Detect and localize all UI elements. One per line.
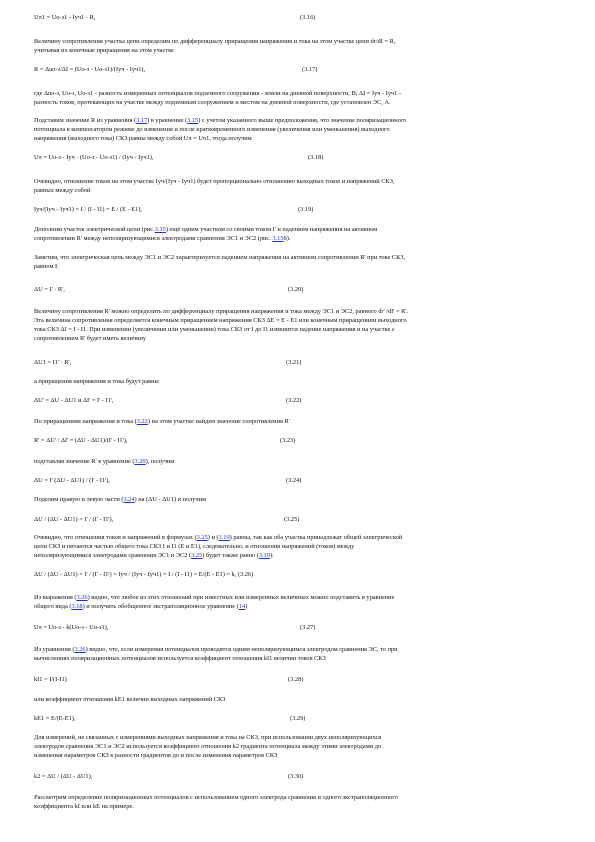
text-run: Подставим значение R из уравнения ( (34, 117, 137, 124)
text-run: Заметим, что электрическая цепь между ЭС1 и ЭС2 характеризуется падением напряжения на активном сопротивлении R' при токе СКЗ, (34, 254, 406, 261)
text-line (34, 126, 562, 135)
text-line (34, 187, 562, 196)
text-run: сопротивлением R' будет иметь величину (34, 335, 147, 342)
reference-link[interactable]: 3.24 (123, 496, 135, 503)
text-line (34, 418, 562, 427)
text-line (34, 335, 562, 344)
text-line (34, 743, 562, 752)
text-run: ) ещё одним участком со своими током I' и падением напряжения на активном (165, 226, 378, 233)
text-run: тока СКЗ ΔI = I - I1. При изменении (увеличении или уменьшении) тока СКЗ от I до I1 изменится падение напряжения и на участке с (34, 326, 395, 333)
text-line (34, 38, 562, 47)
text-line (34, 308, 562, 317)
text-line (34, 14, 562, 23)
text-run: ) видно, что любое из этих отношений при известных или измеренных величинах можно подставить в уравнение (87, 594, 395, 601)
reference-link[interactable]: 3.15 (187, 117, 199, 124)
reference-link[interactable]: 3.15 (154, 226, 166, 233)
text-line (34, 90, 562, 99)
text-run: ), получим (145, 458, 175, 465)
text-run: По приращениям напряжения и тока ( (34, 418, 137, 425)
text-run: Iуч/(Iуч - Iуч1) = I / (I - I1) = E / (E - E1), (34, 206, 143, 213)
text-run: ) на (ΔU - ΔU1) и получим (134, 496, 207, 503)
text-run: б). (283, 235, 291, 242)
text-run: R' = ΔU' / ΔI' = (ΔU - ΔU1)/(I' - I1'), (34, 437, 128, 444)
text-run: где Δuо-з, Uо-з, Uо-з1 - разность измеренных потенциалов подземного сооружения - земли на дневной поверхности, B; ΔI = Iуч - Iуч1 - (34, 90, 402, 97)
text-run: ) в уравнение ( (147, 117, 188, 124)
reference-link[interactable]: 14 (238, 603, 246, 610)
reference-link[interactable]: 3.18 (71, 603, 83, 610)
text-line (34, 552, 562, 561)
text-run: Uπ1 = Uo-з1 - Iуч1 · R, (34, 14, 96, 21)
text-line (34, 117, 562, 126)
text-line (34, 594, 562, 603)
text-run: ΔU = I' · R', (34, 286, 65, 293)
text-line (34, 154, 562, 163)
equation-number: (3.27) (300, 624, 316, 631)
text-line (34, 624, 562, 633)
text-line (34, 734, 562, 743)
text-line (34, 437, 562, 446)
text-run: ΔU / (ΔU - ΔU1) = I' / (I' - I1') = Iуч / (Iуч - Iуч1) = I / (I - I1) = E/(E - E1) = k, (3.26) (34, 571, 254, 578)
text-run: ΔU / (ΔU - ΔU1) = I' / (I' - I1'), (34, 516, 114, 523)
text-line (34, 326, 562, 335)
reference-link[interactable]: 3.26 (76, 594, 88, 601)
text-run: k2 = ΔU / (ΔU - ΔU1), (34, 773, 93, 780)
text-run: электродов сравнения ЭС1 и ЭС2 используется коэффициент отношения k2 градиента потенциала между этими электродами до (34, 743, 382, 750)
text-line (34, 655, 562, 664)
text-run: ) с учетом указанного выше предположения, что значение поляризационного (198, 117, 407, 124)
text-line (34, 235, 562, 244)
text-run: потенциала в компенсатором режиме до изменения и после кратковременного изменения (увеличения или уменьшения) выходного (34, 126, 390, 133)
text-line (34, 458, 562, 467)
equation-number: (3.21) (286, 359, 302, 366)
text-run: ΔU1 = I1' · R', (34, 359, 72, 366)
text-run: общего вида ( (34, 603, 72, 610)
text-run: ) будет также равно ( (202, 552, 259, 559)
text-run: подставляя значение R' в уравнение ( (34, 458, 135, 465)
reference-link[interactable]: 3.20 (134, 458, 146, 465)
equation-number: (3.16) (300, 14, 316, 21)
text-run: равном I: (34, 263, 59, 270)
text-line (34, 534, 562, 543)
text-run: kI1 = I/(I-I1) (34, 676, 67, 683)
text-run: Для измерений, не связанных с измерениями выходных напряжения и тока на СКЗ, при использовании двух неполяризующихся (34, 734, 382, 741)
text-line (34, 66, 562, 75)
equation-number: (3.24) (286, 477, 302, 484)
text-run: ): (269, 552, 274, 559)
text-run: Uπ = Uо-з - k(Uо-з - Uо-з1), (34, 624, 109, 631)
text-run: ) (245, 603, 248, 610)
reference-link[interactable]: 3.22 (136, 418, 148, 425)
text-line (34, 543, 562, 552)
equation-number: (3.25) (284, 516, 300, 523)
text-run: разность токов, протекающих на участке между подземным сооружением и местом на дневной поверхности, где установлен ЭС, А. (34, 99, 391, 106)
reference-link[interactable]: 3.26 (74, 646, 86, 653)
text-run: Uπ = Uо-з - Iуч · (Uо-з - Uо-з1) / (Iуч - Iуч1), (34, 154, 154, 161)
text-line (34, 254, 562, 263)
text-run: Дополним участок электрической цепи (рис. (34, 226, 155, 233)
text-run: Рассмотрим определение поляризационных потенциалов с использованием одного электрода сравнения и одного экстраполяционного (34, 794, 398, 801)
text-line (34, 752, 562, 761)
equation-number: (3.29) (290, 715, 306, 722)
text-line (34, 135, 562, 144)
text-run: изменения параметров СКЗ к разности градиентов до и после изменения параметров СКЗ (34, 752, 278, 759)
text-line (34, 646, 562, 655)
text-line (34, 496, 562, 505)
text-line (34, 317, 562, 326)
text-line (34, 803, 562, 812)
equation-number: (3.18) (308, 154, 324, 161)
equation-number: (3.19) (298, 206, 314, 213)
text-line (34, 47, 562, 56)
text-line (34, 99, 562, 108)
text-run: ) и ( (207, 534, 219, 541)
text-run: kE1 = E/(E-E1), (34, 715, 76, 722)
reference-link[interactable]: 3.15 (272, 235, 284, 242)
text-run: учитывая их конечные приращения на этом участке (34, 47, 174, 54)
text-run: ) и получить обобщенное экстраполяционное уравнение ( (82, 603, 239, 610)
text-line (34, 226, 562, 235)
text-line (34, 378, 562, 387)
text-run: ΔU = I' (ΔU - ΔU1) / (I' - I1'), (34, 477, 110, 484)
text-run: ) равны, так как оба участка принадлежат общей электрической (229, 534, 403, 541)
text-run: Величину сопротивления R' можно определить по дифференциалу приращения напряжения и тока между ЭС1 и ЭС2, равного dr' /dI' = R'. (34, 308, 409, 315)
text-run: Из уравнения ( (34, 646, 75, 653)
reference-link[interactable]: 3.19 (218, 534, 230, 541)
reference-link[interactable]: 3.19 (258, 552, 270, 559)
equation-number: (3.20) (288, 286, 304, 293)
equation-number: (3.17) (302, 66, 318, 73)
text-run: ) на этом участке найдем значение сопротивления R' (147, 418, 290, 425)
text-run: неполяризующимися электродами сравнения ЭС1 и ЭС2 ( (34, 552, 192, 559)
text-run: Эта величина сопротивления определяется конечным приращением напряжения СКЗ ΔE = E - E1 или конечным приращением выходного (34, 317, 407, 324)
text-run: или коэффициент отношения kE1 величин выходных напряжений СКЗ (34, 696, 226, 703)
text-run: напряжения (выходного тока) СКЗ равны между собой Uπ = Uπ1, тогда получим (34, 135, 252, 142)
text-run: а приращения напряжения и тока будут равны (34, 378, 159, 385)
text-run: ) видно, что, если измерения потенциалов проводятся одним неполяризующимся электродом сравнения ЭС, то при (85, 646, 398, 653)
text-run: цепи СКЗ и питаются частью общего тока СКЗ I и I1 (E и E1), следовательно, и отношения напряжений (токов) между (34, 543, 355, 550)
equation-number: (3.30) (288, 773, 304, 780)
text-line (34, 696, 562, 705)
text-line (34, 603, 562, 612)
equation-number: (3.28) (288, 676, 304, 683)
text-line (34, 794, 562, 803)
text-line (34, 178, 562, 187)
text-line (34, 263, 562, 272)
text-run: R = Δuо-з/ΔI = (Uо-з - Uо-з1)/(Iуч - Iуч1), (34, 66, 146, 73)
reference-link[interactable]: 3.25 (191, 552, 203, 559)
text-run: Очевидно, отношение токов на этом участке Iуч/(Iуч - Iуч1) будет пропорционально отношению выходных токов и напряжений СКЗ, (34, 178, 395, 185)
text-run: равных между собой (34, 187, 91, 194)
text-run: вычислениях поляризационных потенциалов используется коэффициент отношения kI1 величин токов СКЗ (34, 655, 326, 662)
equation-number: (3.23) (280, 437, 296, 444)
text-line (34, 571, 562, 580)
text-run: сопротивлении R' между неполяризующимися электродами сравнения ЭС1 и ЭС2 (рис. (34, 235, 273, 242)
text-run: Очевидно, что отношения токов и напряжений в формулах ( (34, 534, 197, 541)
reference-link[interactable]: 3.17 (136, 117, 148, 124)
text-run: Поделим правую и левую части ( (34, 496, 124, 503)
equation-number: (3.22) (286, 397, 302, 404)
text-run: Величину сопротивления участка цепи определим по дифференциалу приращения напряжения и тока на этом участке цепи dr/dI = R, (34, 38, 396, 45)
text-run: ΔU' = ΔU - ΔU1 и ΔI' = I' - I1', (34, 397, 114, 404)
text-run: Из выражения ( (34, 594, 77, 601)
text-run: коэффициента kI или kE на примере. (34, 803, 134, 810)
reference-link[interactable]: 3.25 (196, 534, 208, 541)
